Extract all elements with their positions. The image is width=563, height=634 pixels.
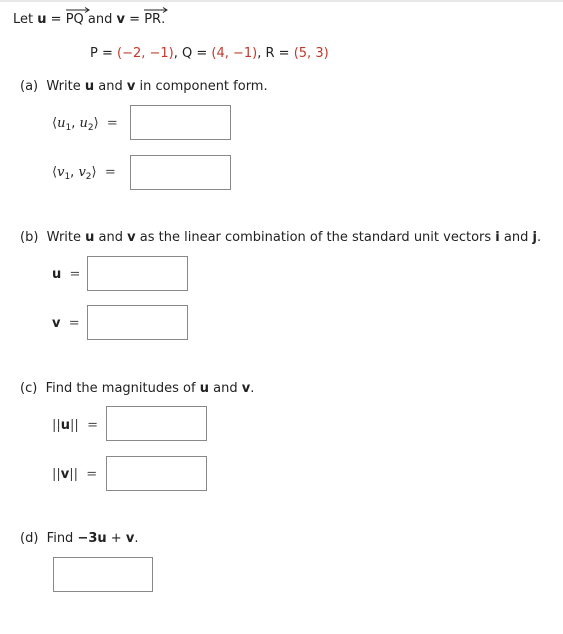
vector-arrow-icon (144, 7, 168, 13)
answer-u-magnitude-input[interactable] (106, 406, 207, 441)
u1-var: u (57, 116, 66, 131)
vector-pr (144, 12, 161, 27)
comma: , (70, 165, 79, 180)
part-c-u: u (199, 381, 209, 396)
vector-pq-label: PQ (65, 12, 84, 27)
part-c-label: (c) (20, 381, 38, 396)
part-b-v-row (52, 316, 80, 331)
part-b-v: v (127, 230, 136, 245)
part-a-text-before: Write (46, 79, 81, 94)
answer-u-components-input[interactable] (130, 105, 231, 140)
part-d-question (20, 531, 138, 546)
v2-sub: 2 (85, 172, 92, 182)
intro-line (13, 12, 165, 27)
equals-sign: = (87, 418, 98, 433)
norm-close: || (70, 418, 79, 433)
part-b-u-row (52, 267, 80, 282)
part-a-text-after: in component form. (139, 79, 268, 94)
point-q-value: (4, −1) (211, 46, 258, 61)
answer-v-linear-input[interactable] (87, 305, 188, 340)
part-c-period: . (250, 381, 255, 396)
point-p-label: P = (90, 46, 117, 61)
v2-var: v (78, 165, 86, 180)
angle-close: ⟩ (93, 116, 99, 131)
part-d-plus: + (106, 531, 126, 546)
part-b-text-mid: and (98, 230, 124, 245)
part-a-v: v (126, 79, 136, 94)
part-b-row-v: v (52, 316, 61, 331)
part-c-u-row (52, 418, 98, 433)
part-b-period: . (536, 230, 542, 245)
intro-eq1: = (50, 12, 62, 27)
part-b-u: u (85, 230, 95, 245)
part-d-label: (d) (20, 531, 39, 546)
part-c-v: v (241, 381, 251, 396)
part-c-v-row (52, 467, 97, 482)
angle-close: ⟩ (91, 165, 97, 180)
angle-open: ⟨ (52, 165, 58, 180)
part-b-label: (b) (20, 230, 39, 245)
point-r-label: , R = (257, 46, 294, 61)
u2-var: u (79, 116, 88, 131)
part-a-question (20, 79, 268, 94)
answer-combination-input[interactable] (53, 557, 153, 592)
norm-v: v (60, 467, 70, 482)
point-p-value: (−2, −1) (117, 46, 174, 61)
part-a-text-mid: and (98, 79, 123, 94)
v1-sub: 1 (64, 172, 71, 182)
part-d-u: u (97, 531, 107, 546)
part-b-text-after: as the linear combination of the standard unit vectors (139, 230, 492, 245)
part-d-text-before: Find (46, 531, 74, 546)
part-b-text-before: Write (46, 230, 81, 245)
part-c-text-before: Find the magnitudes of (45, 381, 196, 396)
vector-pq (66, 12, 84, 27)
u2-sub: 2 (87, 123, 94, 133)
v1-var: v (57, 165, 65, 180)
intro-u: u (37, 12, 47, 27)
part-b-j: j (532, 230, 537, 245)
vector-arrow-icon (66, 7, 90, 13)
angle-open: ⟨ (52, 116, 58, 131)
equals-sign: = (69, 267, 81, 282)
u1-sub: 1 (65, 123, 72, 133)
point-q-label: , Q = (173, 46, 212, 61)
part-c-text-mid: and (213, 381, 238, 396)
vector-pr-label: PR (144, 12, 162, 27)
part-a-u-components (52, 116, 118, 131)
part-b-i: i (495, 230, 500, 245)
equals-sign: = (86, 467, 98, 482)
top-divider (0, 0, 563, 2)
part-a-label: (a) (20, 79, 39, 94)
comma: , (71, 116, 80, 131)
equals-sign: = (68, 316, 80, 331)
part-d-period: . (134, 531, 139, 546)
part-b-and2: and (503, 230, 529, 245)
norm-open: || (52, 467, 61, 482)
answer-v-magnitude-input[interactable] (106, 456, 207, 491)
part-d-v: v (125, 531, 135, 546)
answer-u-linear-input[interactable] (87, 256, 188, 291)
part-b-row-u: u (52, 267, 62, 282)
part-b-question (20, 230, 541, 245)
intro-v: v (116, 12, 126, 27)
part-d-coef: −3 (77, 531, 98, 546)
part-c-question (20, 381, 254, 396)
norm-close: || (69, 467, 79, 482)
norm-u: u (60, 418, 71, 433)
intro-and: and (87, 12, 113, 27)
intro-let: Let (13, 12, 34, 27)
intro-period: . (161, 12, 166, 27)
answer-v-components-input[interactable] (130, 155, 231, 190)
intro-eq2: = (129, 12, 141, 27)
part-a-v-components (52, 165, 116, 180)
equals-sign: = (104, 165, 116, 180)
points-line (90, 46, 329, 61)
part-a-u: u (84, 79, 95, 94)
point-r-value: (5, 3) (293, 46, 329, 61)
norm-open: || (52, 418, 61, 433)
equals-sign: = (106, 116, 118, 131)
